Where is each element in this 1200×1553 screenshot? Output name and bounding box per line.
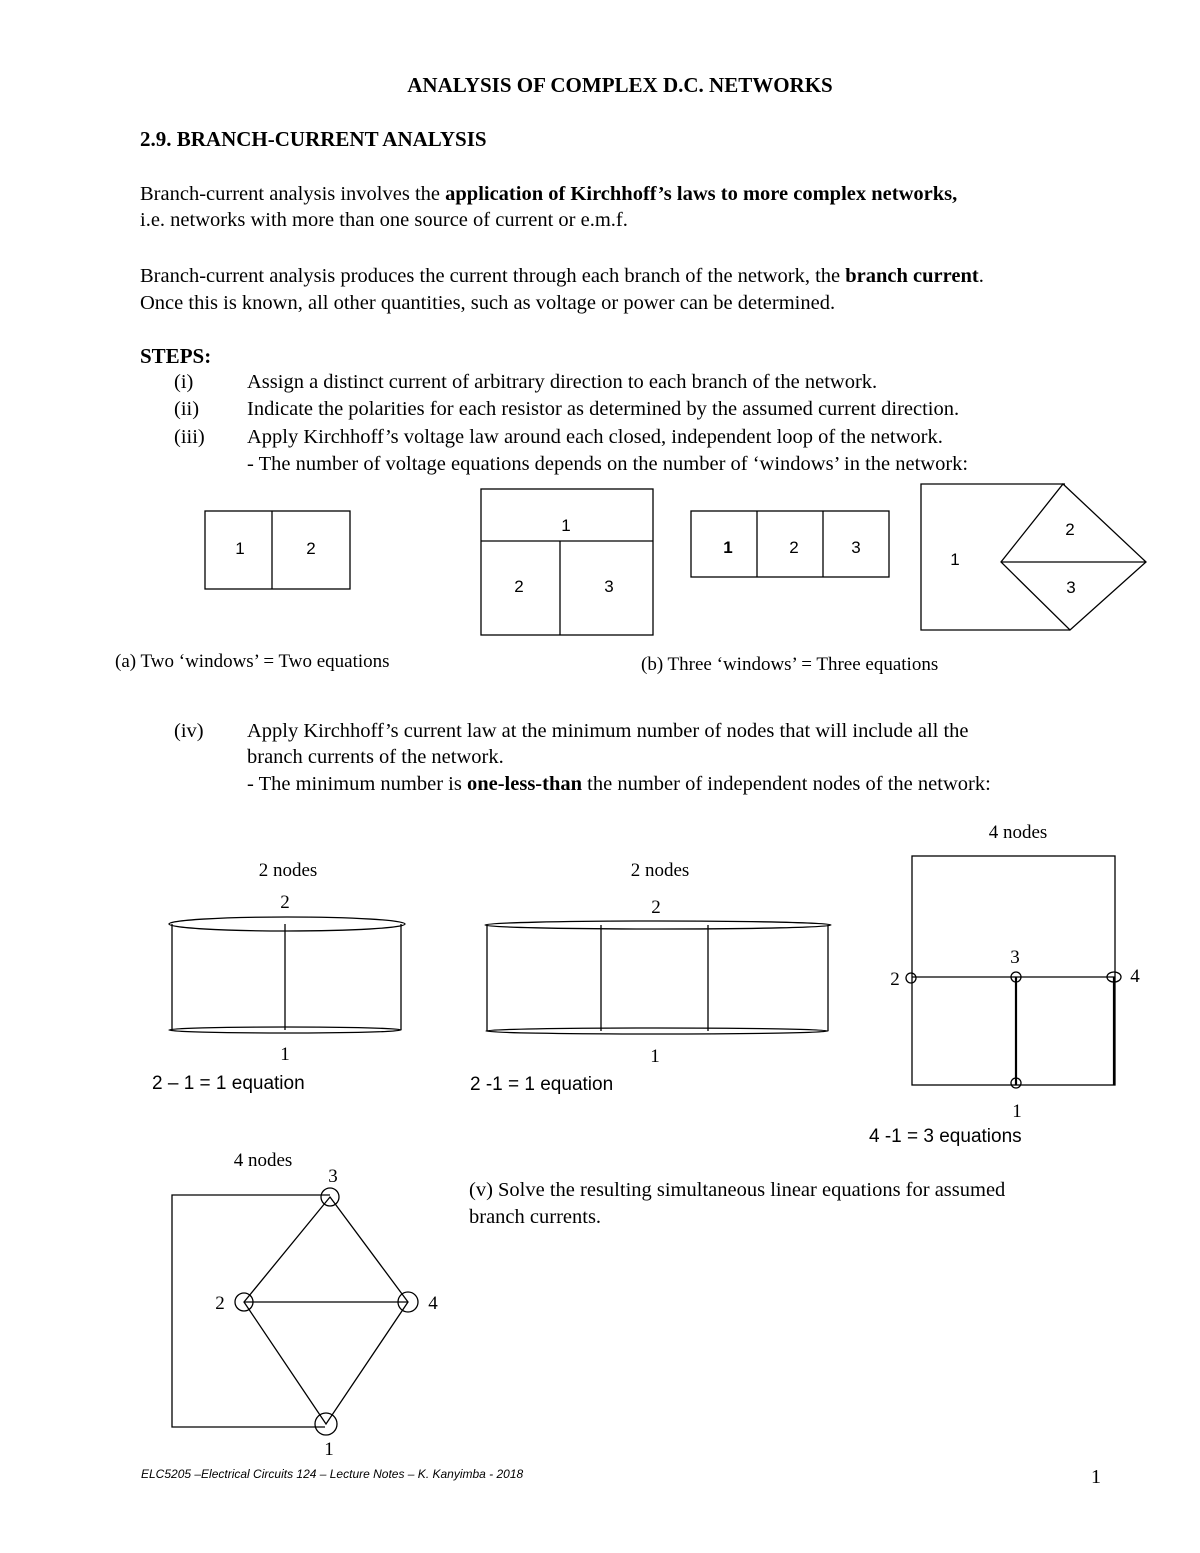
step-text: Assign a distinct current of arbitrary direction to each branch of the network. <box>247 371 878 393</box>
window-figure-1-frame <box>205 511 350 589</box>
node-label: 2 <box>651 897 661 918</box>
node-equation: 2 – 1 = 1 equation <box>152 1073 305 1094</box>
window-label: 2 <box>789 538 799 557</box>
window-label: 3 <box>1066 578 1076 597</box>
node-equation: 4 -1 = 3 equations <box>869 1126 1022 1147</box>
node-label: 2 <box>890 969 900 990</box>
step3-note: - The number of voltage equations depends on the number of ‘windows’ in the network: <box>247 453 969 475</box>
step-number: (iv) <box>174 720 204 742</box>
window-label: 1 <box>561 516 571 535</box>
footer: ELC5205 –Electrical Circuits 124 – Lecture Notes – K. Kanyimba - 2018 <box>141 1467 524 1481</box>
node-2-ellipse <box>485 921 831 929</box>
steps-heading: STEPS: <box>140 344 212 368</box>
node-label: 1 <box>650 1046 660 1067</box>
step-text: Apply Kirchhoff’s voltage law around each closed, independent loop of the network. <box>247 426 943 448</box>
node-figure-d-frame <box>172 1195 330 1427</box>
step4-line3: - The minimum number is one-less-than the number of independent nodes of the network: <box>247 773 991 795</box>
window-label: 2 <box>514 577 524 596</box>
node-caption: 2 nodes <box>630 860 690 881</box>
window-label: 1 <box>723 538 733 557</box>
window-label: 2 <box>1065 520 1075 539</box>
window-figure-2-frame <box>481 489 653 635</box>
caption-b: (b) Three ‘windows’ = Three equations <box>641 654 939 675</box>
window-label: 2 <box>306 539 316 558</box>
node-marker <box>906 973 916 983</box>
node-label: 2 <box>215 1293 225 1314</box>
node-caption: 2 nodes <box>258 860 318 881</box>
para1-line2: i.e. networks with more than one source of current or e.m.f. <box>140 209 628 231</box>
step4-line1: Apply Kirchhoff’s current law at the minimum number of nodes that will include all the <box>247 720 969 742</box>
node-2-ellipse <box>169 917 405 931</box>
page-title: ANALYSIS OF COMPLEX D.C. NETWORKS <box>407 73 833 97</box>
page-number: 1 <box>1091 1466 1101 1488</box>
window-label: 3 <box>851 538 861 557</box>
window-label: 1 <box>950 550 960 569</box>
window-diamond <box>1001 484 1146 630</box>
node-label: 3 <box>328 1166 338 1187</box>
node-diamond <box>244 1197 408 1424</box>
node-caption: 4 nodes <box>233 1150 293 1171</box>
window-label: 1 <box>235 539 245 558</box>
section-heading: 2.9. BRANCH-CURRENT ANALYSIS <box>140 127 487 151</box>
node-label: 1 <box>280 1044 290 1065</box>
node-label: 1 <box>1012 1101 1022 1122</box>
step-number: (iii) <box>174 426 205 448</box>
node-label: 4 <box>1130 966 1140 987</box>
step4-line2: branch currents of the network. <box>247 746 504 768</box>
step-number: (ii) <box>174 398 200 420</box>
caption-a: (a) Two ‘windows’ = Two equations <box>115 651 390 672</box>
step5-line2: branch currents. <box>469 1206 602 1228</box>
step-text: Indicate the polarities for each resistor as determined by the assumed current direction. <box>247 398 960 420</box>
step5-line1: (v) Solve the resulting simultaneous linear equations for assumed <box>469 1179 1006 1201</box>
node-1-ellipse <box>486 1028 828 1034</box>
node-label: 3 <box>1010 947 1020 968</box>
step-number: (i) <box>174 371 194 393</box>
para2-line2: Once this is known, all other quantities, such as voltage or power can be determined. <box>140 292 836 314</box>
node-label: 4 <box>428 1293 438 1314</box>
node-caption: 4 nodes <box>988 822 1048 843</box>
node-label: 2 <box>280 892 290 913</box>
node-label: 1 <box>324 1439 334 1460</box>
window-label: 3 <box>604 577 614 596</box>
para2-line1: Branch-current analysis produces the current through each branch of the network, the branch current. <box>140 265 984 287</box>
node-equation: 2 -1 = 1 equation <box>470 1074 614 1095</box>
para1-line1: Branch-current analysis involves the application of Kirchhoff’s laws to more complex networks, <box>140 183 958 205</box>
node-figure-c-frame <box>912 856 1115 1085</box>
